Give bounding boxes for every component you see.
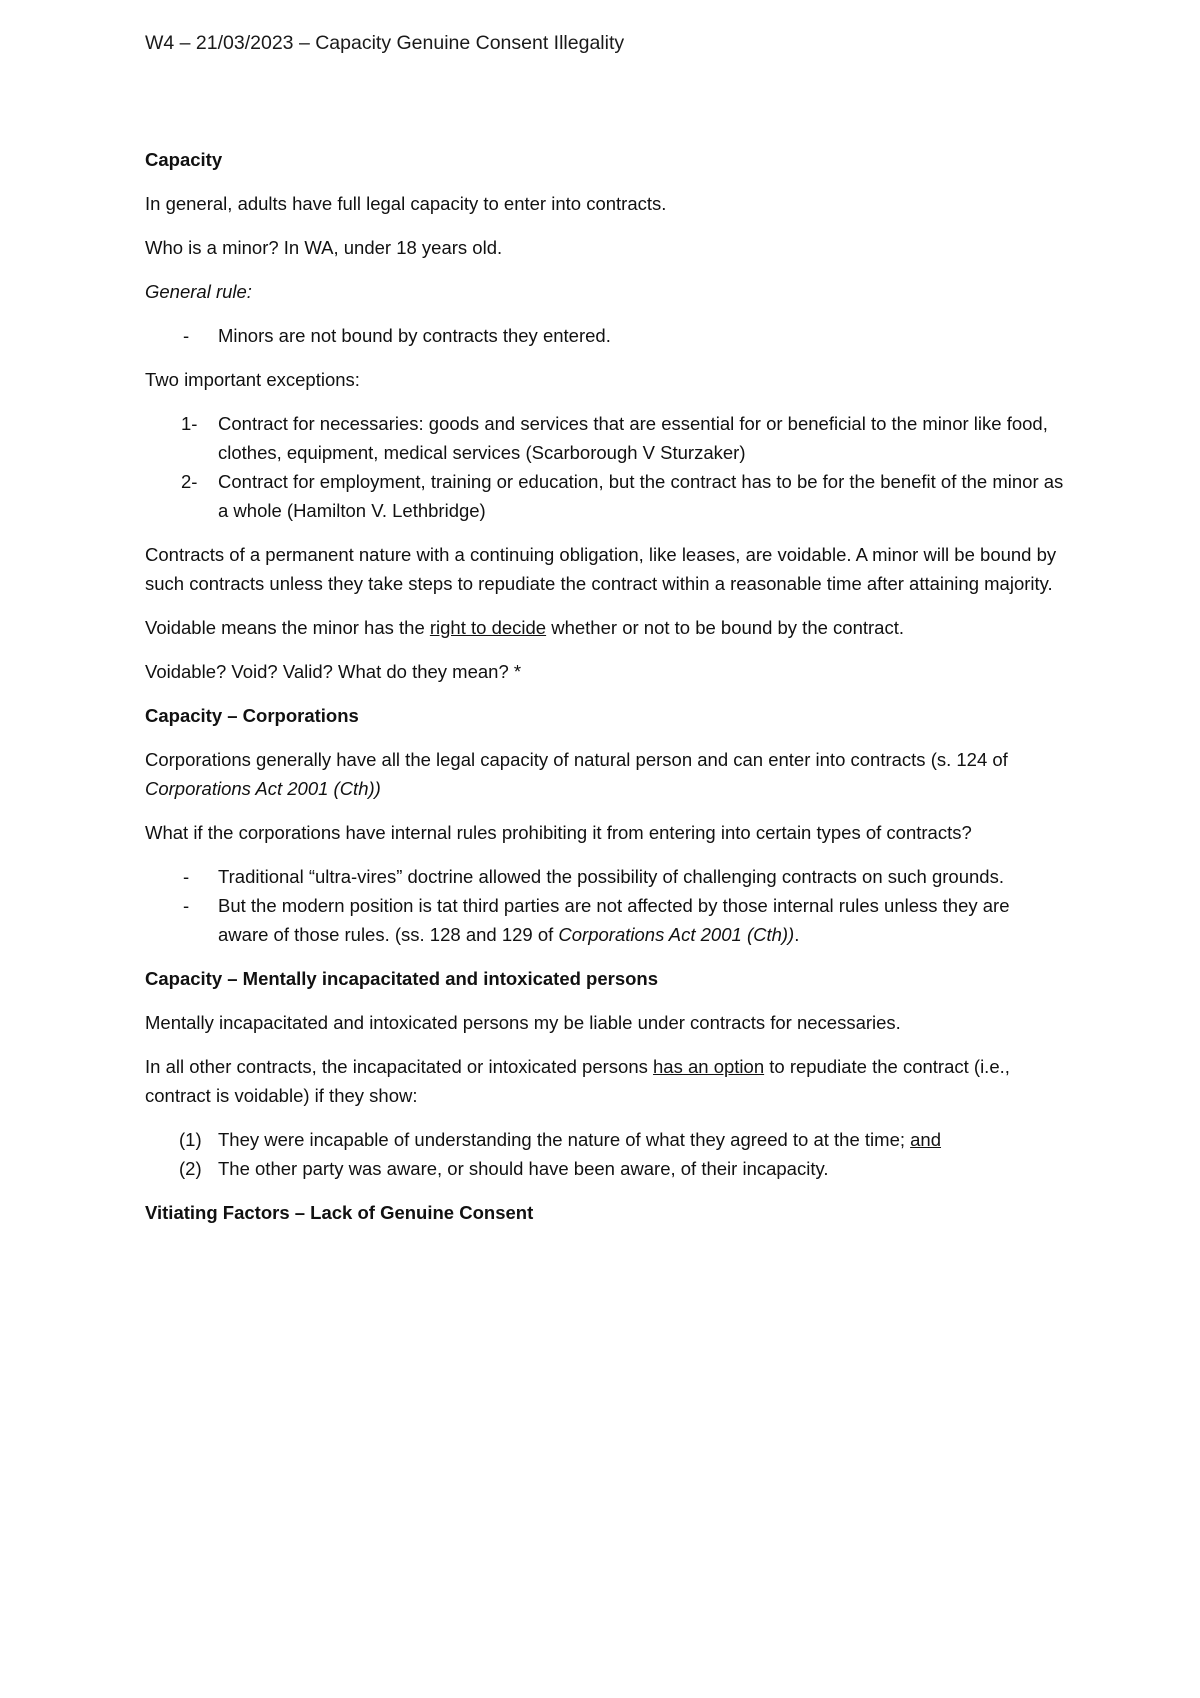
list-item <box>145 1125 1065 1154</box>
list-item <box>145 409 1065 467</box>
number-marker: (2) <box>179 1158 202 1179</box>
paragraph-adults-capacity: In general, adults have full legal capacity to enter into contracts. <box>145 193 667 214</box>
section-heading-vitiating-factors: Vitiating Factors – Lack of Genuine Consent <box>145 1202 534 1223</box>
list-item <box>145 1154 1065 1183</box>
text-run: In all other contracts, the incapacitated or intoxicated persons <box>145 1056 654 1077</box>
list-item-text: Minors are not bound by contracts they entered. <box>218 325 611 346</box>
list-item-text <box>218 1129 941 1150</box>
underlined-text: has an option <box>653 1056 765 1077</box>
list-item <box>145 891 1065 949</box>
list-item-text: Traditional “ultra-vires” doctrine allowed the possibility of challenging contracts on such grounds. <box>218 866 1004 887</box>
number-marker: (1) <box>179 1129 202 1150</box>
paragraph-other-contracts <box>145 1052 1065 1110</box>
paragraph-permanent-contracts: Contracts of a permanent nature with a continuing obligation, like leases, are voidable. A minor will be bound by such contracts unless they take steps to repudiate the contract within a reasonable time after attaining majority. <box>145 544 1057 594</box>
text-run: Voidable means the minor has the <box>145 617 430 638</box>
paragraph-who-is-minor: Who is a minor? In WA, under 18 years old. <box>145 237 503 258</box>
list-item-text: Contract for necessaries: goods and services that are essential for or beneficial to the minor like food, clothes, equipment, medical services (Scarborough V Sturzaker) <box>218 413 1048 463</box>
list-item-text: The other party was aware, or should have been aware, of their incapacity. <box>218 1158 829 1179</box>
number-marker: 1- <box>181 413 198 434</box>
list-item <box>145 862 1065 891</box>
page-header: W4 – 21/03/2023 – Capacity Genuine Consent Illegality <box>145 32 625 54</box>
text-run: Corporations generally have all the legal capacity of natural person and can enter into contracts (s. 124 of <box>145 749 1008 770</box>
document-body <box>145 145 1065 1242</box>
paragraph-necessaries: Mentally incapacitated and intoxicated persons my be liable under contracts for necessaries. <box>145 1012 901 1033</box>
list-item <box>145 467 1065 525</box>
exceptions-intro: Two important exceptions: <box>145 369 360 390</box>
underlined-text: right to decide <box>429 617 547 638</box>
underlined-text: and <box>910 1129 942 1150</box>
list-item-text <box>218 895 1010 945</box>
section-heading-mental-incapacity: Capacity – Mentally incapacitated and intoxicated persons <box>145 968 659 989</box>
text-run: . <box>794 924 800 945</box>
general-rule-list <box>145 321 1065 350</box>
text-run: whether or not to be bound by the contract. <box>546 617 904 638</box>
text-run: to repudiate the contract (i.e., contract is voidable) if they show: <box>145 1056 1010 1106</box>
italic-citation: Corporations Act 2001 (Cth)) <box>558 924 795 945</box>
conditions-list <box>145 1125 1065 1183</box>
text-run: They were incapable of understanding the nature of what they agreed to at the time; <box>218 1129 911 1150</box>
dash-marker: - <box>183 895 190 916</box>
paragraph-internal-rules-question: What if the corporations have internal rules prohibiting it from entering into certain types of contracts? <box>145 822 972 843</box>
general-rule-label: General rule: <box>145 281 252 302</box>
paragraph-corporations-capacity <box>145 745 1065 803</box>
paragraph-question: Voidable? Void? Valid? What do they mean? * <box>145 661 522 682</box>
paragraph-voidable-meaning <box>145 613 1065 642</box>
dash-marker: - <box>183 866 190 887</box>
corporations-list <box>145 862 1065 949</box>
list-item <box>145 321 1065 350</box>
exceptions-list <box>145 409 1065 525</box>
number-marker: 2- <box>181 471 198 492</box>
section-heading-corporations: Capacity – Corporations <box>145 705 359 726</box>
dash-marker: - <box>183 325 190 346</box>
list-item-text: Contract for employment, training or education, but the contract has to be for the benefit of the minor as a whole (Hamilton V. Lethbridge) <box>218 471 1064 521</box>
section-heading-capacity: Capacity <box>145 149 223 170</box>
italic-citation: Corporations Act 2001 (Cth)) <box>145 778 381 799</box>
text-run: But the modern position is tat third parties are not affected by those internal rules unless they are aware of those rules. (ss. 128 and 129 of <box>218 895 1010 945</box>
